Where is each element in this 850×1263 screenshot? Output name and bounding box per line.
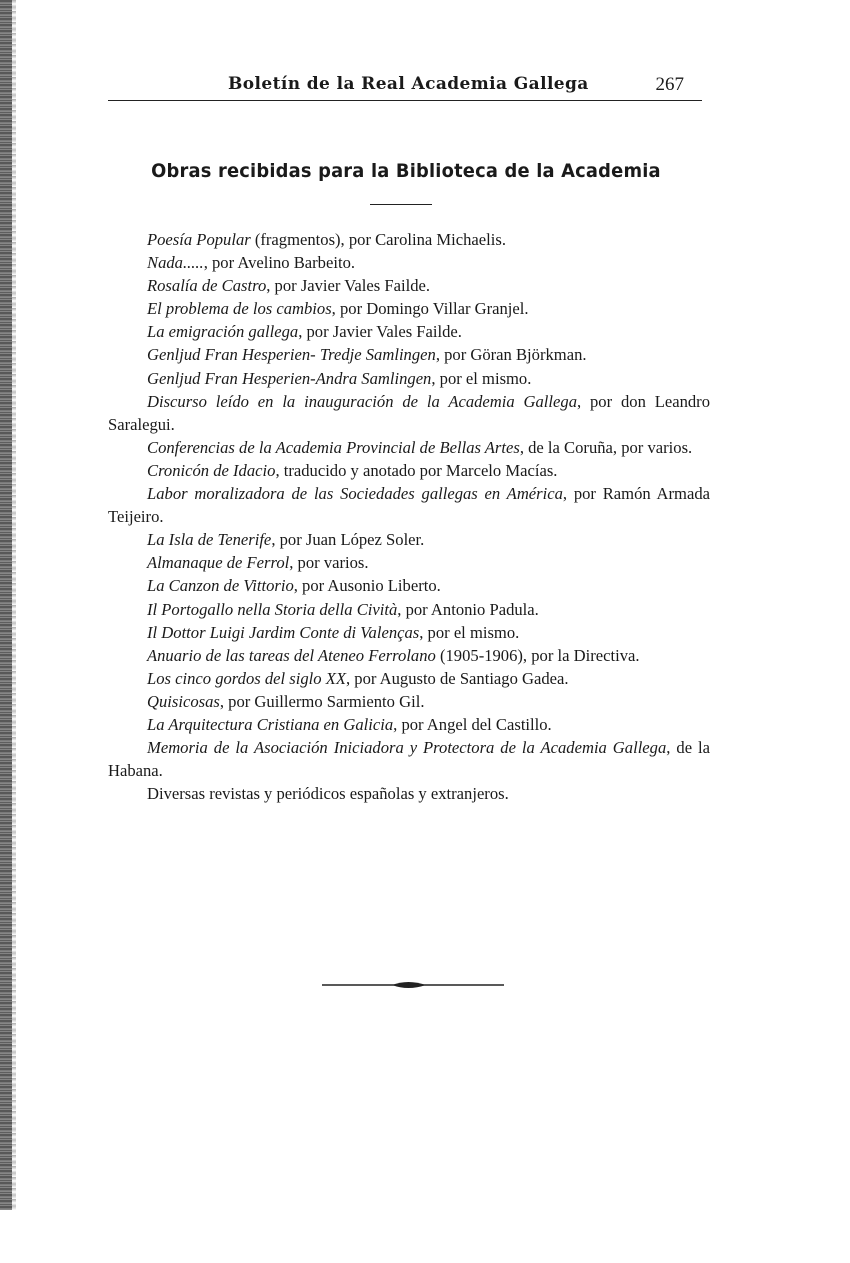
end-ornament-icon (322, 979, 504, 991)
list-item (108, 598, 710, 621)
work-title: Rosalía de Castro (147, 276, 267, 296)
work-title: Poesía Popular (147, 230, 251, 249)
page-number: 267 (655, 74, 684, 95)
list-item (108, 736, 710, 782)
work-details: , de la Habana. (108, 738, 710, 781)
list-item (108, 690, 710, 713)
list-item (108, 390, 710, 436)
book-binding-edge (0, 0, 12, 1210)
work-title: La Arquitectura Cristiana en Galicia (147, 714, 394, 734)
work-title: La emigración gallega (147, 322, 299, 342)
list-item (108, 782, 710, 805)
list-item (108, 667, 710, 690)
list-item (108, 274, 710, 297)
list-item (108, 297, 710, 320)
work-details: , por don Leandro Saralegui. (108, 391, 710, 434)
work-details: , por Augusto de Santiago Gadea. (345, 668, 569, 688)
list-item (108, 482, 710, 528)
work-details: , por Angel del Castillo. (393, 714, 552, 734)
work-title: Discurso leído en la inauguración de la Academia Gallega (147, 391, 577, 411)
work-details: , por Guillermo Sarmiento Gil. (219, 691, 425, 711)
work-title: Genljud Fran Hesperien-Andra Samlingen (147, 368, 432, 388)
work-title: Labor moralizadora de las Sociedades gallegas en América (147, 484, 563, 504)
work-title: Il Dottor Luigi Jardim Conte di Valenças (147, 622, 420, 642)
list-item (108, 459, 710, 482)
list-item (108, 551, 710, 574)
work-title: La Isla de Tenerife (147, 530, 272, 550)
work-details: , por Juan López Soler. (271, 530, 425, 550)
work-title: El problema de los cambios (147, 299, 332, 319)
list-item (108, 228, 710, 251)
work-title: Memoria de la Asociación Iniciadora y Protectora de la Academia Gallega (147, 738, 667, 758)
work-title: Cronicón de Idacio (147, 460, 276, 480)
work-details: , por Domingo Villar Granjel. (331, 299, 529, 319)
work-details: , por varios. (289, 553, 369, 573)
list-item (108, 621, 710, 644)
work-title: Il Portogallo nella Storia della Cività (147, 599, 398, 619)
work-title: Genljud Fran Hesperien- Tredje Samlingen (147, 345, 436, 365)
work-details: , por Avelino Barbeito. (203, 253, 356, 273)
journal-title: Boletín de la Real Academia Gallega (228, 74, 589, 94)
work-details: , traducido y anotado por Marcelo Macías. (275, 460, 558, 480)
work-details: Diversas revistas y periódicos españolas y extranjeros. (147, 784, 509, 804)
section-title: Obras recibidas para la Biblioteca de la Academia (151, 160, 661, 182)
work-details: (fragmentos), por Carolina Michaelis. (250, 230, 506, 249)
work-details: , por Ramón Armada Teijeiro. (108, 484, 710, 527)
book-binding-shadow (12, 0, 16, 1210)
work-details: , por Javier Vales Failde. (298, 322, 462, 342)
list-item (108, 251, 710, 274)
work-details: , por Javier Vales Failde. (266, 276, 430, 296)
list-item (108, 343, 710, 366)
list-item (108, 713, 710, 736)
title-rule (370, 204, 432, 205)
list-item (108, 367, 710, 390)
work-title: Los cinco gordos del siglo XX (147, 668, 346, 688)
work-title: Almanaque de Ferrol (147, 553, 290, 573)
work-details: , por Antonio Padula. (397, 599, 539, 619)
received-works-list (108, 228, 710, 805)
list-item (108, 320, 710, 343)
work-title: Nada..... (147, 253, 204, 273)
list-item (108, 436, 710, 459)
work-title: Conferencias de la Academia Provincial de Bellas Artes (147, 437, 520, 457)
work-title: La Canzon de Vittorio (147, 576, 294, 596)
work-title: Anuario de las tareas del Ateneo Ferrolano (147, 645, 436, 665)
work-details: , por el mismo. (419, 622, 520, 642)
work-details: , de la Coruña, por varios. (519, 437, 693, 457)
work-details: (1905-1906), por la Directiva. (435, 645, 640, 665)
list-item (108, 528, 710, 551)
work-title: Quisicosas (147, 691, 220, 711)
running-head (108, 72, 702, 101)
work-details: , por Ausonio Liberto. (293, 576, 441, 596)
work-details: , por Göran Björkman. (435, 345, 587, 365)
list-item (108, 644, 710, 667)
work-details: , por el mismo. (431, 368, 532, 388)
list-item (108, 574, 710, 597)
